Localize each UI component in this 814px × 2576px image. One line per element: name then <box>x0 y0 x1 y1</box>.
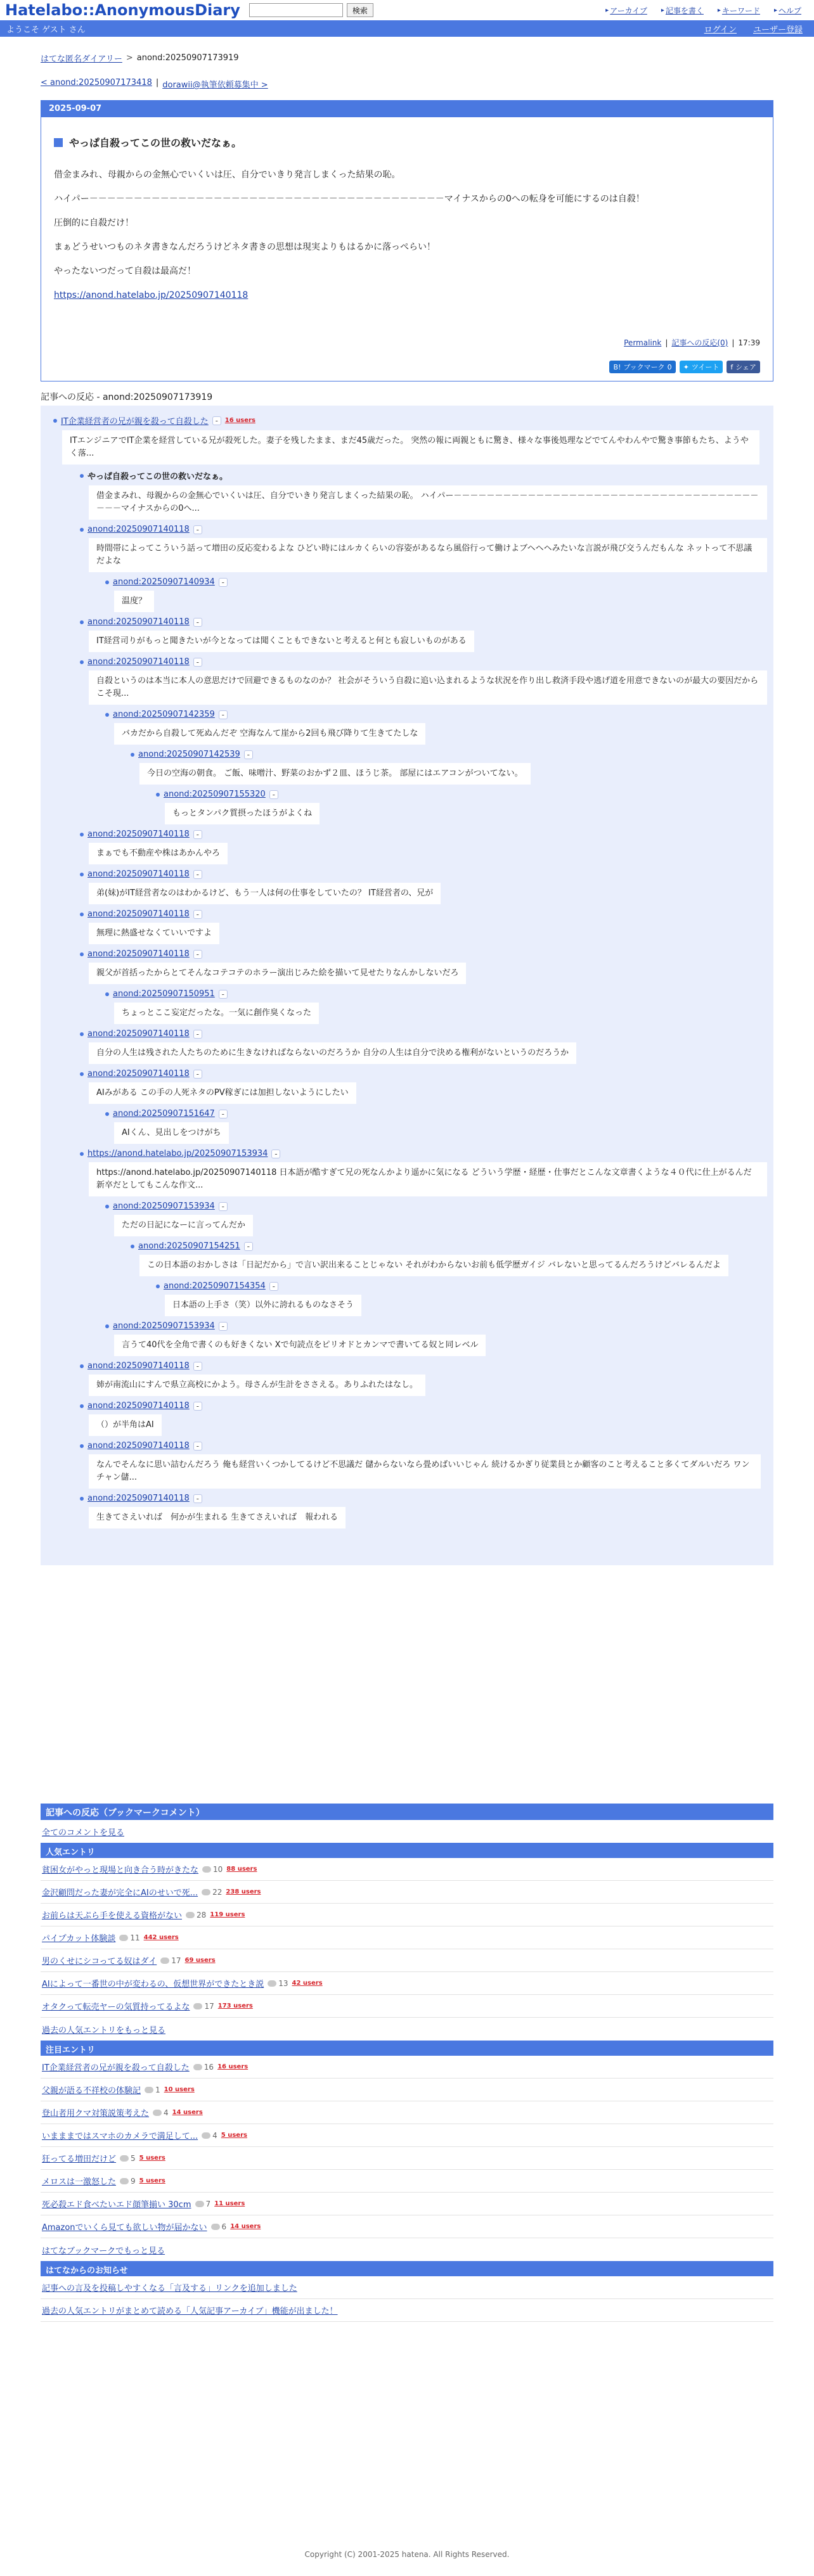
entry-link[interactable]: メロスは一激怒した <box>42 2177 117 2187</box>
list-item: いまままではスマホのカメラで満足して... 4 5 users <box>41 2124 773 2147</box>
reply-text: 無理に熱盛せなくていいですよ <box>89 923 219 944</box>
reply-link[interactable]: https://anond.hatelabo.jp/20250907153934 <box>87 1149 268 1158</box>
article-date: 2025-09-07 <box>41 101 773 117</box>
comment-bubble-icon <box>153 2110 162 2116</box>
bookmark-users-badge[interactable]: 16 users <box>217 2063 249 2070</box>
bullet-icon <box>131 1245 134 1248</box>
collapse-icon[interactable]: - <box>193 910 202 919</box>
arrow-icon: ▸ <box>717 6 721 14</box>
collapse-icon[interactable]: - <box>244 750 253 759</box>
comment-bubble-icon <box>268 1980 276 1987</box>
bookmark-users-badge[interactable]: 14 users <box>172 2109 203 2116</box>
reply-item <box>80 909 767 944</box>
comment-bubble-icon <box>120 2155 129 2162</box>
site-logo[interactable]: Hatelabo::AnonymousDiary <box>5 1 240 19</box>
bullet-icon <box>131 753 134 757</box>
entry-link[interactable]: 狂ってる増田だけど <box>42 2155 117 2164</box>
bullet-icon <box>105 580 109 584</box>
reply-item <box>80 525 767 572</box>
list-item: 金沢顧問だった妻が完全にAIのせいで死... 22 238 users <box>41 1881 773 1904</box>
comment-bubble-icon <box>119 1935 128 1941</box>
reply-item <box>80 1029 767 1064</box>
article <box>41 100 773 381</box>
collapse-icon[interactable]: - <box>212 416 221 425</box>
reply-text: 借金まみれ、母親からの金無心でいくいは圧、自分でいきり発言しまくった結果の恥。 ハイパー－－－－－－－－－－－－－－－－－－－－－－－－－－－－－－－－－－－－－－－－マイナスからの0へ... <box>89 485 767 520</box>
collapse-icon[interactable]: - <box>244 1242 253 1251</box>
search-input[interactable] <box>249 3 343 17</box>
article-title-text[interactable]: やっぱ自殺ってこの世の救いだなぁ。 <box>69 137 242 149</box>
reply-item <box>80 470 767 520</box>
reply-text: ちょっとここ妄定だったな。一気に創作臭くなった <box>114 1003 319 1024</box>
reactions-heading: 記事への反応 - anond:20250907173919 <box>41 392 213 402</box>
bullet-icon <box>105 713 109 717</box>
popular-more-link[interactable]: 過去の人気エントリをもっと見る <box>42 2025 166 2035</box>
reply-text: バカだから自殺して死ぬんだぞ 空海なんて崖から2回も飛び降りて生きてたしな <box>114 723 425 745</box>
list-item: 男のくせにシコってる奴はダイ 17 69 users <box>41 1949 773 1972</box>
bookmark-users-badge[interactable]: 42 users <box>292 1980 323 1987</box>
article-body <box>41 117 773 381</box>
list-item: 貧困女がやっと現場と向き合う時がきたな 10 88 users <box>41 1858 773 1881</box>
reply-text: IT経営司りがもっと聞きたいが今となっては聞くこともできないと考えると何とも寂しいものがある <box>89 631 474 652</box>
reply-item <box>80 1069 767 1104</box>
list-item: 狂ってる増田だけど 5 5 users <box>41 2147 773 2170</box>
bullet-icon <box>80 952 84 956</box>
reply-link[interactable]: anond:20250907142539 <box>138 750 240 759</box>
reply-text: 言うて40代を全角で書くのも好きくない Xで句読点をピリオドとカンマで書いてる奴と同レベル <box>114 1335 486 1356</box>
tweet-button[interactable]: ✦ ツイート <box>680 361 723 373</box>
reply-link[interactable]: anond:20250907140118 <box>87 1361 190 1371</box>
list-item: Amazonでいくら見ても欲しい物が届かない 6 14 users <box>41 2215 773 2238</box>
news-link[interactable]: 過去の人気エントリがまとめて読める「人気記事アーカイブ」機能が出ました！ <box>42 2307 338 2316</box>
reply-text: 温度？ <box>114 591 154 612</box>
reply-link[interactable]: anond:20250907140118 <box>87 830 190 839</box>
collapse-icon[interactable]: - <box>219 990 228 999</box>
reply-item <box>80 869 767 904</box>
bookmark-users-badge[interactable]: 16 users <box>224 417 255 424</box>
entry-link[interactable]: Amazonでいくら見ても欲しい物が届かない <box>42 2223 207 2233</box>
reply-item <box>131 750 767 785</box>
reply-link[interactable]: IT企業経営者の兄が親を殺って自殺した <box>61 417 209 426</box>
comment-bubble-icon <box>195 2201 204 2207</box>
list-item: パイプカット体験談 11 442 users <box>41 1926 773 1949</box>
article-time: 17:39 <box>738 338 760 347</box>
all-comments-link[interactable]: 全てのコメントを見る <box>42 1828 125 1838</box>
reply-text: 親父が首括ったからとてそんなコテコテのホラー演出じみた絵を描いて見せたりなんかしないだろ <box>89 963 466 984</box>
reply-text: AIみがある この手の人死ネタのPV稼ぎには加担しないようにしたい <box>89 1082 356 1104</box>
reply-item <box>80 657 767 705</box>
footer-separator: | <box>665 338 668 347</box>
breadcrumb-current: anond:20250907173919 <box>136 53 239 63</box>
collapse-icon[interactable]: - <box>269 790 278 799</box>
article-link[interactable]: https://anond.hatelabo.jp/20250907140118 <box>54 290 249 300</box>
bullet-icon <box>80 620 84 624</box>
reply-link[interactable]: anond:20250907153934 <box>113 1201 215 1211</box>
comment-bubble-icon <box>193 2064 202 2070</box>
article-paragraph: 借金まみれ、母親からの金無心でいくいは圧、自分でいきり発言しまくった結果の恥。 <box>54 170 401 180</box>
reply-text: この日本語のおかしさは「日記だから」で言い訳出来ることじゃない それがわからないお前も低学歴ガイジ バレないと思ってるんだろうけどバレるんだよ <box>139 1255 728 1276</box>
nav-keyword[interactable]: ▸ キーワード <box>717 6 760 15</box>
reply-text: 姉が南流山にすんで県立高校にかよう。母さんが生計をささえる。ありふれたはなし。 <box>89 1375 425 1396</box>
reply-link[interactable]: anond:20250907140118 <box>87 1029 190 1039</box>
reply-link[interactable]: anond:20250907140118 <box>87 1069 190 1079</box>
bullet-icon <box>80 1072 84 1076</box>
popular-heading: 人気エントリ <box>41 1843 773 1858</box>
bookmark-comments-heading: 記事への反応（ブックマークコメント） <box>41 1804 773 1820</box>
reply-item <box>105 710 767 745</box>
entry-link[interactable]: お前らは天ぷら手を使える資格がない <box>42 1911 183 1921</box>
next-entry-link[interactable]: dorawii@執筆依頼募集中 > <box>162 80 268 90</box>
bullet-icon <box>80 1497 84 1501</box>
reply-link[interactable]: anond:20250907142359 <box>113 710 215 719</box>
entry-nav <box>41 78 773 90</box>
bullet-icon <box>156 793 160 797</box>
bullet-icon <box>80 1444 84 1448</box>
collapse-icon[interactable]: - <box>193 870 202 879</box>
reply-item <box>80 1441 767 1489</box>
bullet-icon <box>105 1324 109 1328</box>
entry-link[interactable]: 父親が語る不祥校の体験記 <box>42 2086 141 2096</box>
bookmark-icon: B! <box>613 362 621 371</box>
reply-item <box>80 617 767 652</box>
comment-bubble-icon <box>186 1912 195 1918</box>
reply-text: 自分の人生は残された人たちのために生きなければならないのだろうか 自分の人生は自分で決める権利がないというのだろうか <box>89 1042 576 1064</box>
facebook-icon: f <box>730 362 733 371</box>
comment-bubble-icon <box>202 1889 210 1895</box>
reply-item <box>80 830 767 864</box>
bookmark-users-badge[interactable]: 173 users <box>217 2002 253 2009</box>
main-content <box>41 37 773 1565</box>
bullet-icon <box>80 873 84 876</box>
news-heading: はてなからのお知らせ <box>41 2261 773 2276</box>
reply-text: https://anond.hatelabo.jp/20250907140118 日本語が酷すぎて兄の死なんかより遥かに気になる どういう学歴・経歴・仕事だとこんな文章書くような４０代に仕上がるんだ 新卒だとしてもこんな作文... <box>89 1162 767 1196</box>
collapse-icon[interactable]: - <box>193 1442 202 1451</box>
list-item <box>41 2276 773 2299</box>
arrow-icon: ▸ <box>773 6 777 14</box>
breadcrumb-root[interactable]: はてな匿名ダイアリー <box>41 54 122 64</box>
bullet-icon <box>156 1285 160 1288</box>
reply-text: （）が半角はAI <box>89 1414 162 1436</box>
reply-item <box>105 1321 767 1356</box>
reply-text: 時間帯によってこういう話って増田の反応変わるよな ひどい時にはルカくらいの容姿があるなら風俗行って働けよブヘヘヘみたいな言説が飛び交うんだもんな ネットって不思議だよな <box>89 538 767 572</box>
reply-link[interactable]: anond:20250907154354 <box>164 1281 266 1291</box>
entry-link[interactable]: 男のくせにシコってる奴はダイ <box>42 1957 157 1966</box>
collapse-icon[interactable]: - <box>193 1070 202 1079</box>
bullet-icon <box>105 992 109 996</box>
reply-item <box>80 949 767 984</box>
reply-tree <box>41 406 773 1565</box>
nav-write[interactable]: ▸ 記事を書く <box>661 6 704 15</box>
bookmark-users-badge[interactable]: 14 users <box>230 2223 261 2230</box>
collapse-icon[interactable]: - <box>193 950 202 959</box>
reply-link[interactable]: anond:20250907140118 <box>87 617 190 627</box>
article-paragraph: 圧倒的に自殺だけ！ <box>54 218 134 228</box>
collapse-icon[interactable]: - <box>269 1282 278 1291</box>
reply-item <box>156 790 767 824</box>
bird-icon: ✦ <box>683 362 689 371</box>
bookmark-users-badge[interactable]: 88 users <box>226 1866 257 1873</box>
collapse-icon[interactable]: - <box>271 1150 280 1158</box>
reply-link[interactable]: anond:20250907151647 <box>113 1109 215 1118</box>
collapse-icon[interactable]: - <box>193 1494 202 1503</box>
breadcrumb-separator: > <box>126 53 133 63</box>
list-item: IT企業経営者の兄が親を殺って自殺した 16 16 users <box>41 2056 773 2079</box>
collapse-icon[interactable]: - <box>193 525 202 534</box>
reply-item <box>105 1201 767 1236</box>
reply-link[interactable]: anond:20250907140118 <box>87 1441 190 1451</box>
reply-item <box>105 1109 767 1144</box>
reply-text: まぁでも不動産や株はあかんやろ <box>89 843 228 864</box>
bullet-icon <box>80 1404 84 1408</box>
reply-item <box>80 1494 767 1528</box>
comment-bubble-icon <box>202 2132 210 2139</box>
permalink[interactable]: Permalink <box>624 338 662 347</box>
bookmark-users-badge[interactable]: 442 users <box>143 1934 179 1941</box>
reply-text: なんでそんなに思い詰むんだろう 俺も経営いくつかしてるけど不思議だ 儲からないなら畳めばいいじゃん 続けるかぎり従業員とか顧客のこと考えること多くてダルいだろ ワンチャン儲... <box>89 1454 761 1489</box>
bookmark-users-badge[interactable]: 10 users <box>164 2086 195 2093</box>
reply-text: 生きてさえいれば 何かが生まれる 生きてさえいれば 報われる <box>89 1507 346 1528</box>
comment-bubble-icon <box>202 1866 211 1873</box>
nav-help[interactable]: ▸ ヘルプ <box>773 6 801 15</box>
bookmark-users-badge[interactable]: 69 users <box>184 1957 216 1964</box>
list-item: オタクって転売ヤーの気質持ってるよな 17 173 users <box>41 1995 773 2018</box>
comment-bubble-icon <box>160 1958 169 1964</box>
reply-item <box>105 577 767 612</box>
nav-archive[interactable]: ▸ アーカイブ <box>605 6 647 15</box>
reply-item <box>80 1401 767 1436</box>
collapse-icon[interactable]: - <box>219 710 228 719</box>
reply-link[interactable]: anond:20250907140118 <box>87 909 190 919</box>
bullet-icon <box>80 833 84 836</box>
reply-text: ただの日記になーに言ってんだか <box>114 1215 253 1236</box>
share-buttons <box>54 361 760 373</box>
entry-link[interactable]: IT企業経営者の兄が親を殺って自殺した <box>42 2063 190 2073</box>
comment-bubble-icon <box>120 2178 129 2184</box>
article-paragraph: ハイパー－－－－－－－－－－－－－－－－－－－－－－－－－－－－－－－－－－－－－－－－マイナスからの0への転身を可能にするのは自殺！ <box>54 194 645 204</box>
reply-link[interactable]: anond:20250907140118 <box>87 869 190 879</box>
article-paragraph: まぁどうせいつものネタ書きなんだろうけどネタ書きの思想は現実よりもはるかに落っぺらい！ <box>54 242 436 252</box>
reply-link[interactable]: anond:20250907153934 <box>113 1321 215 1331</box>
prev-entry-link[interactable]: < anond:20250907173418 <box>41 78 152 87</box>
collapse-icon[interactable]: - <box>219 1110 228 1118</box>
entry-nav-separator: | <box>155 78 159 87</box>
bookmark-button[interactable]: B! ブックマーク 0 <box>609 361 675 373</box>
comment-bubble-icon <box>211 2224 220 2230</box>
greeting-text: ようこそ ゲスト さん <box>6 25 86 35</box>
reply-item <box>156 1281 767 1316</box>
news-link[interactable]: 記事への言及を投稿しやすくなる「言及する」リンクを追加しました <box>42 2284 297 2293</box>
notable-more-link[interactable]: はてなブックマークでもっと見る <box>42 2246 165 2256</box>
bookmark-users-badge[interactable]: 119 users <box>210 1911 245 1918</box>
reply-title: やっぱ自殺ってこの世の救いだなぁ。 <box>87 472 228 482</box>
entry-link[interactable]: パイプカット体験談 <box>42 1934 116 1944</box>
reply-item <box>80 1149 767 1196</box>
bullet-icon <box>80 528 84 532</box>
list-item: 登山者用クマ対策説策考えた 4 14 users <box>41 2101 773 2124</box>
entry-link[interactable]: 金沢顧問だった妻が完全にAIのせいで死... <box>42 1888 198 1898</box>
bookmark-users-badge[interactable]: 5 users <box>139 2155 165 2162</box>
article-paragraph: やったないつだって自殺は最高だ！ <box>54 266 196 276</box>
arrow-icon: ▸ <box>605 6 609 14</box>
user-bar <box>0 20 814 37</box>
reply-link[interactable]: anond:20250907155320 <box>164 790 266 799</box>
reply-text: もっとタンパク質摂ったほうがよくね <box>165 803 320 824</box>
collapse-icon[interactable]: - <box>219 578 228 587</box>
title-square-icon <box>54 138 63 147</box>
reply-link[interactable]: anond:20250907140118 <box>87 949 190 959</box>
reply-link[interactable]: anond:20250907140118 <box>87 657 190 667</box>
reply-item <box>53 414 767 465</box>
reply-item <box>131 1241 767 1276</box>
notable-heading: 注目エントリ <box>41 2041 773 2056</box>
collapse-icon[interactable]: - <box>193 1362 202 1371</box>
reply-link[interactable]: anond:20250907150951 <box>113 989 215 999</box>
entry-link[interactable]: 貧困女がやっと現場と向き合う時がきたな <box>42 1866 199 1875</box>
register-link[interactable]: ユーザー登録 <box>753 25 803 35</box>
bookmark-users-badge[interactable]: 11 users <box>214 2200 245 2207</box>
list-item: 父親が語る不祥校の体験記 1 10 users <box>41 2079 773 2101</box>
collapse-icon[interactable]: - <box>193 618 202 627</box>
sidebar-lists <box>41 1804 773 2322</box>
reply-link[interactable]: anond:20250907140118 <box>87 1401 190 1411</box>
bookmark-users-badge[interactable]: 238 users <box>226 1888 261 1895</box>
list-item: 死必殺エド食べたいエド顔筆揃い 30cm 7 11 users <box>41 2193 773 2215</box>
bullet-icon <box>105 1112 109 1116</box>
top-nav <box>605 5 809 16</box>
reply-text: ITエンジニアでIT企業を経営している兄が殺死した。妻子を残したまま、まだ45歳だった。 突然の報に両親ともに驚き、様々な事後処理などでてんやわんやで驚き事節もたち、ようやく落... <box>62 430 759 465</box>
reply-link[interactable]: anond:20250907140118 <box>87 1494 190 1503</box>
reactions-link[interactable]: 記事への反応(0) <box>671 338 728 347</box>
bullet-icon <box>80 1364 84 1368</box>
bullet-icon <box>80 1032 84 1036</box>
collapse-icon[interactable]: - <box>193 1402 202 1411</box>
arrow-icon: ▸ <box>661 6 664 14</box>
entry-link[interactable]: 死必殺エド食べたいエド顔筆揃い 30cm <box>42 2200 191 2210</box>
footer-separator: | <box>732 338 735 347</box>
article-title <box>54 135 760 150</box>
bullet-icon <box>80 660 84 664</box>
list-item: お前らは天ぷら手を使える資格がない 28 119 users <box>41 1904 773 1926</box>
article-footer <box>54 337 760 348</box>
bullet-icon <box>80 913 84 916</box>
facebook-share-button[interactable]: f シェア <box>727 361 760 373</box>
bullet-icon <box>53 419 57 423</box>
reply-item <box>80 1361 767 1396</box>
login-link[interactable]: ログイン <box>704 25 737 35</box>
breadcrumb <box>41 52 773 64</box>
comment-bubble-icon <box>145 2087 153 2093</box>
reply-text: 自殺というのは本当に本人の意思だけで回避できるものなのか？ 社会がそういう自殺に追い込まれるような状況を作り出し救済手段や逃げ道を用意できないのが最大の要因だからこそ現... <box>89 670 767 705</box>
collapse-icon[interactable]: - <box>219 1202 228 1211</box>
collapse-icon[interactable]: - <box>219 1322 228 1331</box>
collapse-icon[interactable]: - <box>193 830 202 839</box>
list-item: メロスは一激怒した 9 5 users <box>41 2170 773 2193</box>
bullet-icon <box>105 1205 109 1208</box>
bookmark-users-badge[interactable]: 5 users <box>221 2132 247 2139</box>
copyright: Copyright (C) 2001-2025 hatena. All Rights Reserved. <box>304 2550 510 2559</box>
reply-item <box>105 989 767 1024</box>
search-button[interactable]: 検索 <box>347 3 373 17</box>
bullet-icon <box>80 474 84 478</box>
entry-link[interactable]: AIによって一番世の中が変わるの、仮想世界ができたとき説 <box>42 1980 264 1989</box>
reply-text: AIくん、見出しをつけがち <box>114 1122 229 1144</box>
bookmark-users-badge[interactable]: 5 users <box>139 2177 165 2184</box>
collapse-icon[interactable]: - <box>193 1030 202 1039</box>
list-item <box>41 2299 773 2322</box>
collapse-icon[interactable]: - <box>193 658 202 667</box>
site-header <box>0 0 814 20</box>
entry-link[interactable]: オタクって転売ヤーの気質持ってるよな <box>42 2002 190 2012</box>
reply-link[interactable]: anond:20250907140118 <box>87 525 190 534</box>
reply-text: 今日の空海の朝食。 ご飯、味噌汁、野菜のおかず２皿、ほうじ茶。 部屋にはエアコンがついてない。 <box>139 763 531 785</box>
reply-link[interactable]: anond:20250907140934 <box>113 577 215 587</box>
reply-text: 日本語の上手さ（笑）以外に誇れるものなさそう <box>165 1295 361 1316</box>
comment-bubble-icon <box>193 2003 202 2009</box>
entry-link[interactable]: 登山者用クマ対策説策考えた <box>42 2109 150 2118</box>
reply-link[interactable]: anond:20250907154251 <box>138 1241 240 1251</box>
entry-link[interactable]: いまままではスマホのカメラで満足して... <box>42 2132 198 2141</box>
bullet-icon <box>80 1152 84 1156</box>
list-item: AIによって一番世の中が変わるの、仮想世界ができたとき説 13 42 users <box>41 1972 773 1995</box>
reply-text: 弟(妹)がIT経営者なのはわかるけど、もう一人は何の仕事をしていたの？ IT経営者の、兄が <box>89 883 441 904</box>
